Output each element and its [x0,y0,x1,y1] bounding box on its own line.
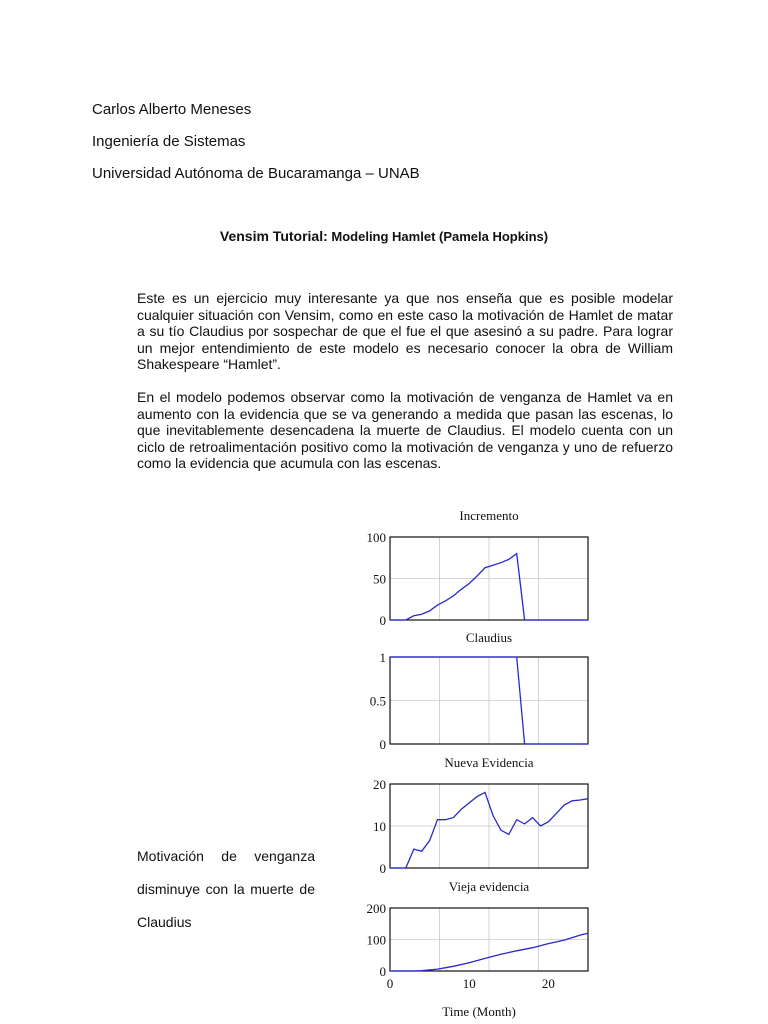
chart-title: Nueva Evidencia [444,755,534,770]
chart-title: Claudius [465,630,513,645]
x-tick-label: 0 [386,976,394,991]
y-tick-label: 100 [366,932,386,948]
document-title-part1: Vensim Tutorial: [219,228,328,244]
y-tick-label: 0 [379,861,386,876]
chart-title: Vieja evidencia [448,879,530,894]
x-axis-label: Time (Month) [442,1004,516,1019]
y-tick-label: 0 [379,964,386,979]
y-tick-label: 0.5 [369,693,386,709]
x-tick-label: 20 [541,976,555,991]
paragraph-1: Este es un ejercicio muy interesante ya que nos enseña que es posible modelar cualquier situación con Vensim, como en este caso la motivación de Hamlet de matar a su tío Claudius por sospechar de que el fue el que asesinó a su padre. Para lograr un mejor entendimiento de este modelo es necesario conocer la obra de William Shakespeare “Hamlet”. [137,290,673,372]
x-tick-label: 10 [462,976,476,991]
document-title [0,228,768,244]
y-tick-label: 0 [379,737,386,752]
y-tick-label: 50 [373,571,386,587]
author-program: Ingeniería de Sistemas [92,133,246,150]
y-tick-label: 200 [366,901,386,916]
y-tick-label: 1 [379,650,386,665]
paragraph-2: En el modelo podemos observar como la motivación de venganza de Hamlet va en aumento con la evidencia que se va generando a medida que pasan las escenas, lo que inevitablemente desencadena la muerte de Claudius. El modelo cuenta con un ciclo de retroalimentación positivo como la motivación de venganza y uno de refuerzo como la evidencia que acumula con las escenas. [137,389,673,471]
author-university: Universidad Autónoma de Bucaramanga – UNAB [92,165,420,182]
y-tick-label: 100 [366,530,386,545]
y-tick-label: 0 [379,613,386,628]
chart-title: Incremento [459,508,519,523]
y-tick-label: 20 [373,777,386,792]
y-tick-label: 10 [373,819,386,834]
side-note: Motivación de venganza disminuye con la muerte de Claudius [137,848,315,930]
document-title-part2: Modeling Hamlet (Pamela Hopkins) [331,229,549,244]
author-name: Carlos Alberto Meneses [92,101,252,118]
charts-figure [330,500,620,1020]
